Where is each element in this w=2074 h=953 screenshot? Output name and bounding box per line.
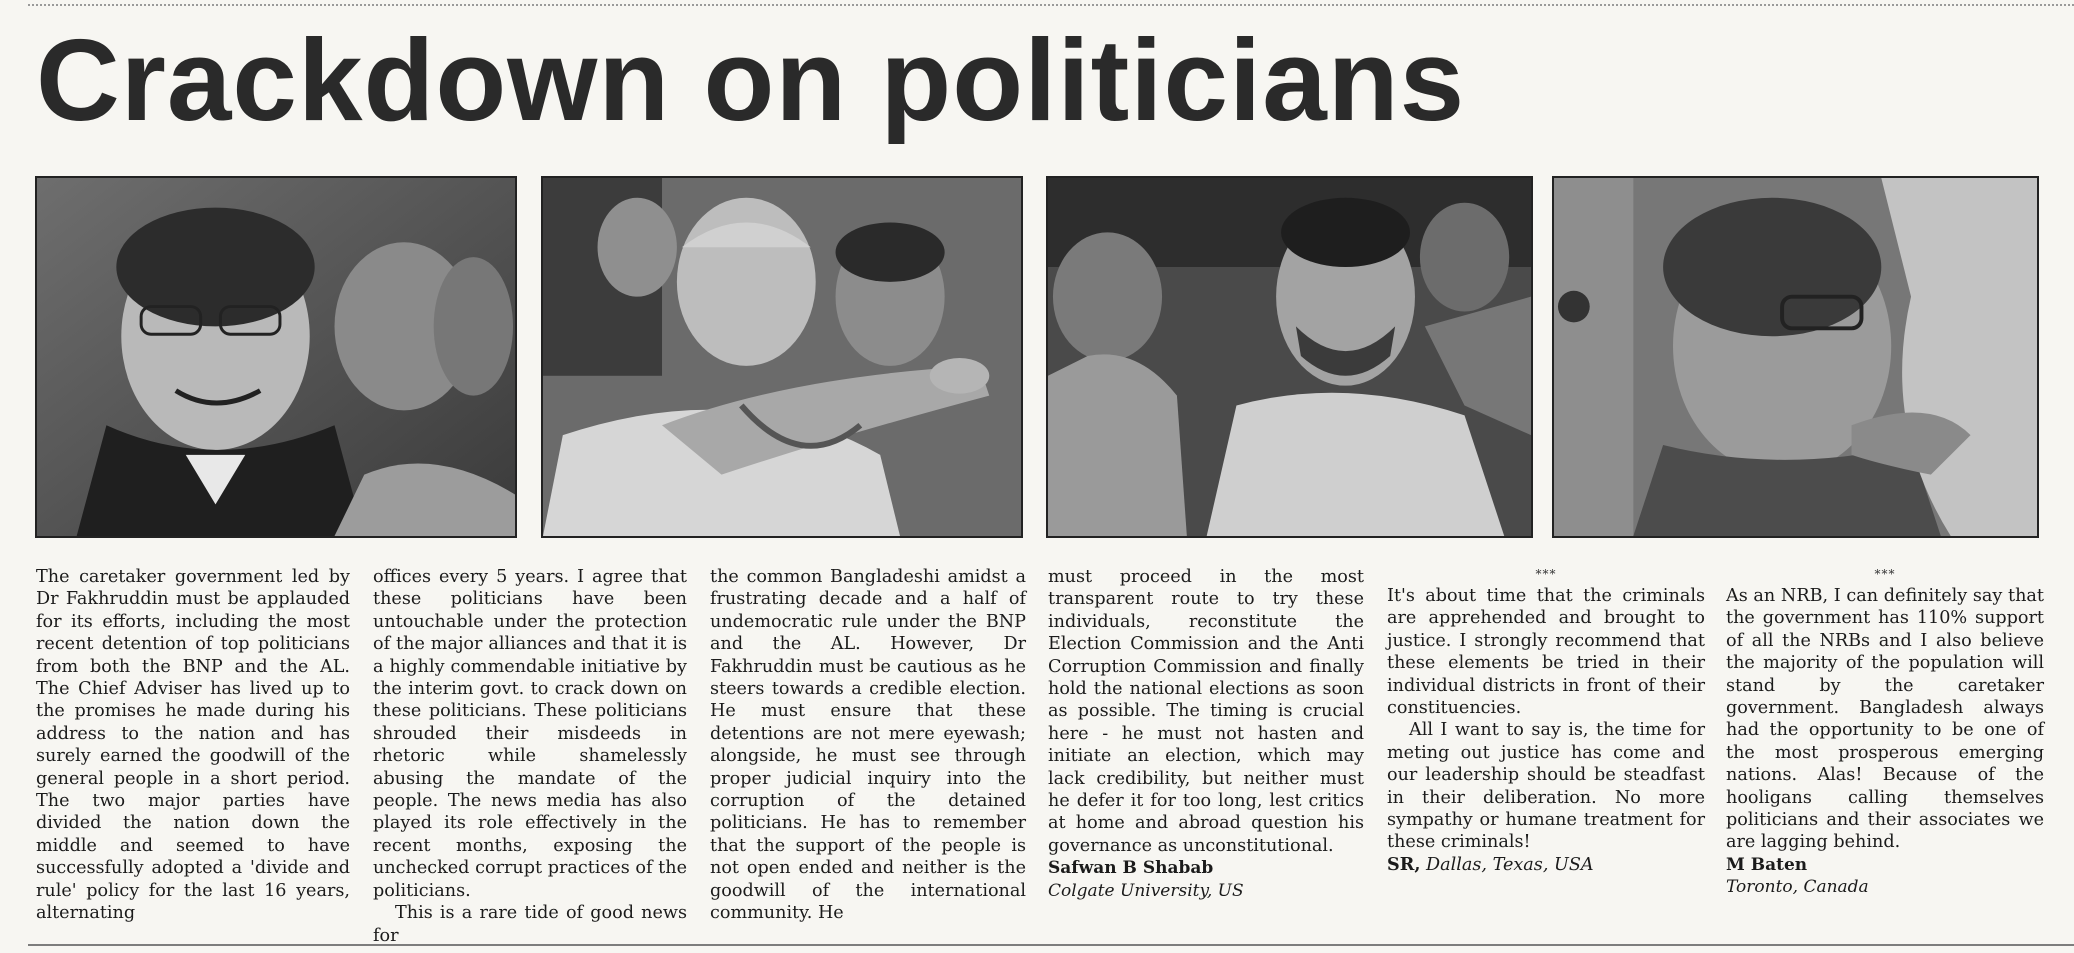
letter-1-body-part: offices every 5 years. I agree that these politicians have been untouchable under the protection of the major alliances and that it is a highly commendable initiative by the interim govt. to crack down on these politicians. These politicians shrouded their misdeeds in rhetoric while shamelessly abusing the mandate of the people. The news media has also played its role effectively in the recent months, exposing the unchecked corrupt practices of the politicians. [373,567,687,901]
letter-1-body-part: The caretaker government led by Dr Fakhruddin must be applauded for its efforts, including the most recent detention of top politicians from both the BNP and the AL. The Chief Adviser has lived up to the promises he made during his address to the nation and has surely earned the goodwill of the general people in a short period. The two major parties have divided the nation down the middle and seemed to have successfully adopted a 'divide and rule' policy for the last 16 years, alternating [36,567,350,924]
letter-2-signature [1387,854,1705,876]
bottom-rule [28,944,2074,946]
letter-1-column-3 [710,566,1026,925]
letter-1-body-part: the common Bangladeshi amidst a frustrating decade and a half of undemocratic rule under the BNP and the AL. However, Dr Fakhruddin must be cautious as he steers towards a credible election. He must ensure that these detentions are not mere eyewash; alongside, he must see through proper judicial inquiry into the corruption of the detained politicians. He has to remember that the support of the people is not open ended and neither is the goodwill of the international community. He [710,567,1026,924]
letter-2-author: SR, [1387,853,1421,875]
letter-3-place: Toronto, Canada [1726,877,1869,898]
letter-1-place: Colgate University, US [1048,880,1244,901]
photo-3-image [1048,178,1531,536]
letter-1-author: Safwan B Shabab [1048,858,1214,879]
letter-3-body: As an NRB, I can definitely say that the government has 110% support of all the NRBs and I also believe the majority of the population will stand by the caretaker government. Bangladesh always had the opportunity to be one of the most prosperous emerging nations. Alas! Because of the hooligans calling themselves politicians and their associates we are lagging behind. [1726,586,2044,853]
photo-1-image [37,178,515,536]
separator: *** [1535,567,1557,581]
photo-2 [541,176,1023,538]
letter-2-paragraph-1: It's about time that the criminals are apprehended and brought to justice. I strongly recommend that these elements be tried in their individual districts in front of their constituencies. [1387,586,1705,719]
letter-3-column [1726,567,2044,899]
letter-2-place: Dallas, Texas, USA [1426,854,1594,875]
top-dotted-rule [28,4,2074,6]
letter-2-paragraph-2: All I want to say is, the time for meting out justice has come and our leadership should be steadfast in their deliberation. No more sympathy or humane treatment for these criminals! [1387,720,1705,853]
letter-1-body-part: This is a rare tide of good news for [373,903,687,946]
letter-1-column-2 [373,566,687,947]
photo-4 [1552,176,2039,538]
photo-3 [1046,176,1533,538]
letter-2-column [1387,567,1705,876]
photo-4-image [1554,178,2037,536]
headline: Crackdown on politicians [36,15,1466,145]
photo-1 [35,176,517,538]
letter-1-column-4 [1048,566,1364,902]
letter-1-body-part: must proceed in the most transparent route to try these individuals, reconstitute the Election Commission and the Anti Corruption Commission and finally hold the national elections as soon as possible. The timing is crucial here - he must not hasten and initiate an election, which may lack credibility, but neither must he defer it for too long, lest critics at home and abroad question his governance as unconstitutional. [1048,567,1364,856]
letter-3-author: M Baten [1726,854,1808,875]
separator: *** [1874,567,1896,581]
letter-1-column-1 [36,566,350,925]
photo-2-image [543,178,1021,536]
